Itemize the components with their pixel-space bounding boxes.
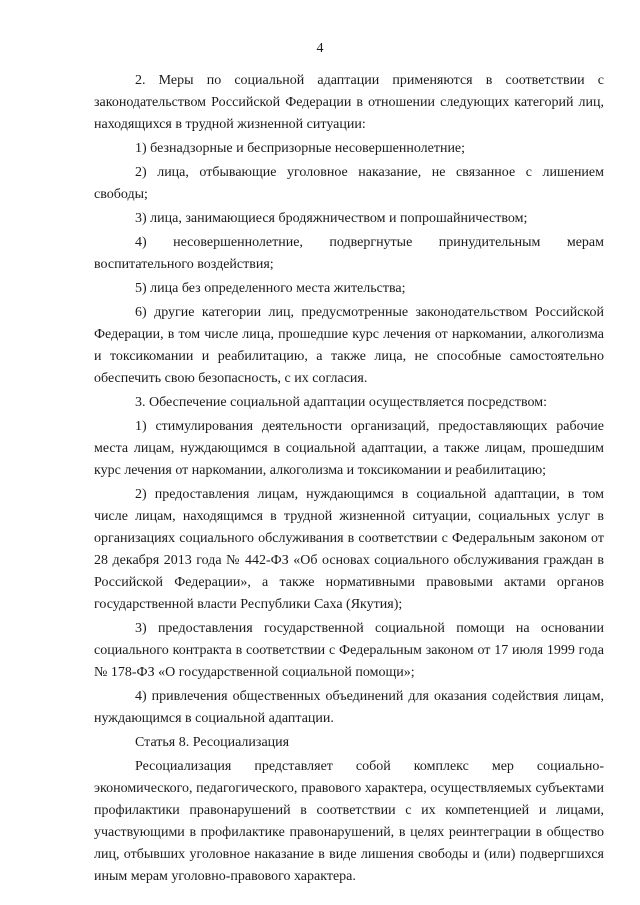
page-number: 4 (316, 41, 324, 56)
measure-item-1: 1) стимулирования деятельности организаций, предоставляющих рабочие места лицам, нуждающимся в социальной адаптации, а также лицам, прошедшим курс лечения от наркомании, алкоголизма и токсикомании и реабилитацию; (94, 419, 604, 478)
measure-item-3: 3) предоставления государственной социальной помощи на основании социального контракта в соответствии с Федеральным законом от 17 июля 1999 года № 178-ФЗ «О государственной социальной помощи»; (94, 621, 604, 680)
list-item-2: 2) лица, отбывающие уголовное наказание, не связанное с лишением свободы; (94, 165, 604, 202)
list-item-5: 5) лица без определенного места жительства; (135, 281, 406, 296)
document-body (94, 70, 604, 890)
list-item-6: 6) другие категории лиц, предусмотренные законодательством Российской Федерации, в том числе лица, прошедшие курс лечения от наркомании, алкоголизма и токсикомании и реабилитацию, а также лица, не способные самостоятельно обеспечить свою безопасность, с их согласия. (94, 305, 604, 386)
measure-item-4: 4) привлечения общественных объединений для оказания содействия лицам, нуждающимся в социальной адаптации. (94, 689, 604, 726)
list-item-4: 4) несовершеннолетние, подвергнутые принудительным мерам воспитательного воздействия; (94, 235, 604, 272)
measure-item-2: 2) предоставления лицам, нуждающимся в социальной адаптации, в том числе лицам, находящимся в трудной жизненной ситуации, социальных услуг в организациях социального обслуживания в соответствии с Федеральным законом от 28 декабря 2013 года № 442-ФЗ «Об основах социального обслуживания граждан в Российской Федерации», а также нормативными правовыми актами органов государственной власти Республики Саха (Якутия); (94, 487, 604, 612)
paragraph-2-intro: 2. Меры по социальной адаптации применяются в соответствии с законодательством Российской Федерации в отношении следующих категорий лиц, находящихся в трудной жизненной ситуации: (94, 73, 604, 132)
paragraph-3-intro: 3. Обеспечение социальной адаптации осуществляется посредством: (135, 395, 547, 410)
list-item-3: 3) лица, занимающиеся бродяжничеством и попрошайничеством; (135, 211, 528, 226)
article-8-body: Ресоциализация представляет собой комплекс мер социально-экономического, педагогического, правового характера, осуществляемых субъектами профилактики правонарушений в соответствии с их компетенцией и лицами, участвующими в профилактике правонарушений, в целях реинтеграции в общество лиц, отбывших уголовное наказание в виде лишения свободы и (или) подвергшихся иным мерам уголовно-правового характера. (94, 759, 604, 884)
article-8-heading: Статья 8. Ресоциализация (135, 735, 290, 750)
list-item-1: 1) безнадзорные и беспризорные несовершеннолетние; (135, 141, 466, 156)
